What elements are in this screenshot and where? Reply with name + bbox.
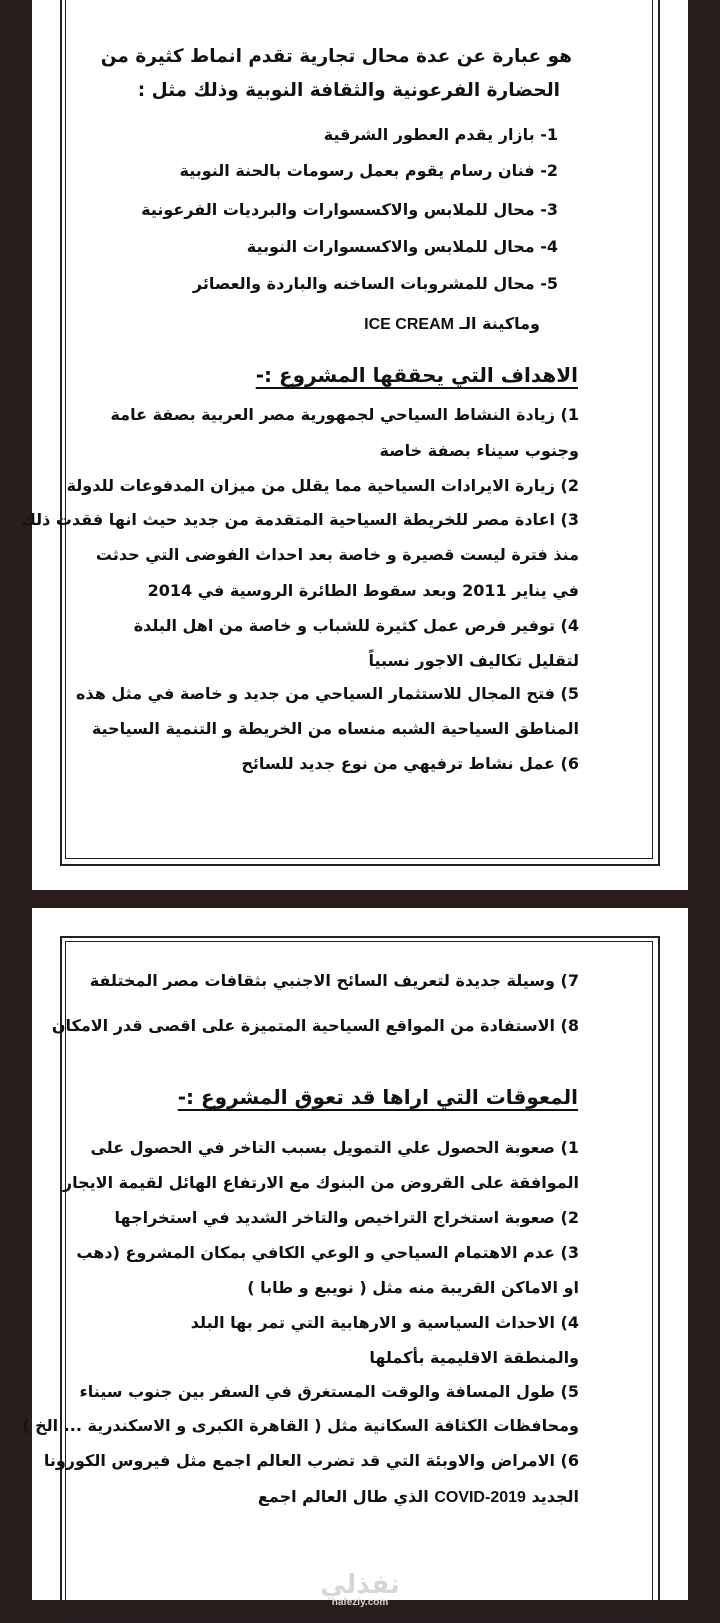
- obstacle-item: 2) صعوبة استخراج التراخيص والتاخر الشديد في استخراجها: [114, 1208, 579, 1227]
- goal-item: 1) زيادة النشاط السياحي لجمهورية مصر العربية بصفة عامة: [110, 405, 579, 424]
- goal-item: وجنوب سيناء بصفة خاصة: [379, 441, 579, 460]
- obstacle-item: 6) الامراض والاوبئة التي قد تضرب العالم اجمع مثل فيروس الكورونا: [43, 1451, 579, 1470]
- watermark-url: nafezly.com: [331, 1597, 389, 1608]
- site-watermark: [300, 1572, 420, 1608]
- shop-item-continued-latin: ICE CREAM: [364, 316, 454, 333]
- goal-item: 3) اعادة مصر للخريطة السياحية المتقدمة من جديد حيث انها فقدت ذلك: [21, 510, 579, 529]
- obstacle-item: 4) الاحداث السياسية و الارهابية التي تمر بها البلد: [190, 1313, 579, 1332]
- goal-item: 5) فتح المجال للاستثمار السياحي من جديد و خاصة في مثل هذه: [76, 684, 579, 703]
- obstacle-last-end: الذي طال العالم اجمع: [257, 1487, 429, 1506]
- obstacle-item: والمنطقة الاقليمية بأكملها: [369, 1348, 579, 1367]
- obstacle-last-start: الجديد: [531, 1487, 579, 1506]
- intro-line: هو عبارة عن عدة محال تجارية تقدم انماط كثيرة من: [100, 46, 572, 67]
- shop-item-continued: [364, 313, 540, 336]
- shop-item: 1- بازار يقدم العطور الشرقية: [323, 125, 558, 144]
- shop-item: 5- محال للمشروبات الساخنه والباردة والعصائر: [192, 274, 558, 293]
- goal-item: لتقليل تكاليف الاجور نسبياً: [368, 651, 579, 670]
- obstacle-item: 3) عدم الاهتمام السياحي و الوعي الكافي بمكان المشروع (دهب: [76, 1243, 579, 1262]
- obstacle-last-latin: COVID-2019: [434, 1489, 526, 1506]
- goal-item: 4) توفير فرص عمل كثيرة للشباب و خاصة من اهل البلدة: [133, 616, 579, 635]
- goal-item: 2) زيارة الايرادات السياحية مما يقلل من ميزان المدفوعات للدولة: [66, 476, 579, 495]
- obstacle-item: 1) صعوبة الحصول علي التمويل بسبب التاخر في الحصول على: [90, 1138, 579, 1157]
- goal-item: منذ فترة ليست قصيرة و خاصة بعد احداث الفوضى التي حدثت: [95, 545, 579, 564]
- shop-item: 2- فنان رسام يقوم بعمل رسومات بالحنة النوبية: [179, 161, 558, 180]
- goal-item: 8) الاستفادة من المواقع السياحية المتميزة على اقصى قدر الامكان: [51, 1016, 579, 1035]
- goal-item: المناطق السياحية الشبه منساه من الخريطة و التنمية السياحية: [91, 719, 579, 738]
- goal-item: 7) وسيلة جديدة لتعريف السائح الاجنبي بثقافات مصر المختلفة: [89, 971, 579, 990]
- goal-item: 6) عمل نشاط ترفيهي من نوع جديد للسائح: [241, 754, 579, 773]
- shop-item: 3- محال للملابس والاكسسوارات والبرديات الفرعونية: [141, 200, 558, 219]
- watermark-logo-text: نفذلي: [320, 1570, 400, 1600]
- goals-heading: الاهداف التي يحققها المشروع :-: [255, 363, 578, 387]
- goal-item: في يناير 2011 وبعد سقوط الطائرة الروسية في 2014: [147, 581, 579, 600]
- obstacle-item-last: [258, 1486, 579, 1509]
- obstacle-item: ومحافظات الكثافة السكانية مثل ( القاهرة الكبرى و الاسكندرية ... الخ ): [22, 1416, 579, 1435]
- obstacle-item: 5) طول المسافة والوقت المستغرق في السفر بين جنوب سيناء: [79, 1382, 579, 1401]
- obstacle-item: الموافقة على القروض من البنوك مع الارتفاع الهائل لقيمة الايجار: [62, 1173, 579, 1192]
- obstacles-heading: المعوقات التي اراها قد تعوق المشروع :-: [177, 1085, 578, 1109]
- intro-line: الحضارة الفرعونية والثقافة النوبية وذلك مثل :: [137, 80, 560, 101]
- shop-item-continued-arabic: وماكينة الـ: [459, 314, 540, 333]
- shop-item: 4- محال للملابس والاكسسوارات النوبية: [246, 237, 558, 256]
- obstacle-item: او الاماكن القريبة منه مثل ( نويبع و طابا ): [247, 1278, 579, 1297]
